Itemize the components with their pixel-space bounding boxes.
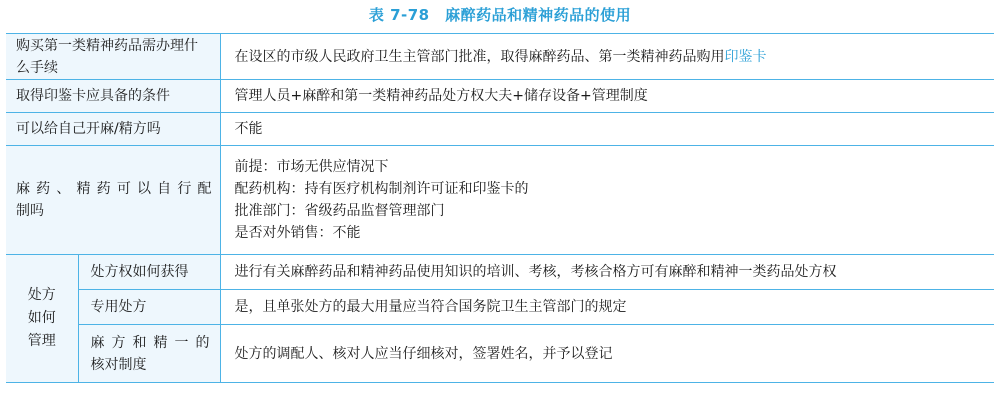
table-row bbox=[6, 255, 994, 290]
table-row bbox=[6, 325, 994, 383]
table-row bbox=[6, 113, 994, 146]
answer-cell: 处方的调配人、核对人应当仔细核对，签署姓名，并予以登记 bbox=[220, 325, 994, 383]
answer-line: 批准部门：省级药品监督管理部门 bbox=[234, 203, 445, 219]
question-cell: 可以给自己开麻/精方吗 bbox=[6, 113, 220, 146]
sub-question-cell: 专用处方 bbox=[78, 290, 220, 325]
question-cell: 购买第一类精神药品需办理什么手续 bbox=[6, 34, 220, 80]
question-cell bbox=[6, 146, 220, 255]
table-row bbox=[6, 290, 994, 325]
answer-line: 前提：市场无供应情况下 bbox=[234, 159, 389, 175]
table-row bbox=[6, 146, 994, 255]
question-line: 麻方和精一的 bbox=[90, 334, 210, 351]
answer-text: 在设区的市级人民政府卫生主管部门批准，取得麻醉药品、第一类精神药品购用 bbox=[234, 48, 725, 65]
group-label-line: 管理 bbox=[27, 333, 56, 349]
drug-usage-table bbox=[6, 33, 994, 383]
table-row bbox=[6, 80, 994, 113]
question-line: 核对制度 bbox=[90, 356, 147, 373]
answer-cell: 管理人员+麻醉和第一类精神药品处方权大夫+储存设备+管理制度 bbox=[220, 80, 994, 113]
table-row bbox=[6, 34, 994, 80]
group-label-line: 如何 bbox=[27, 310, 56, 326]
group-label-cell bbox=[6, 255, 78, 383]
sub-question-cell bbox=[78, 325, 220, 383]
question-cell: 取得印鉴卡应具备的条件 bbox=[6, 80, 220, 113]
answer-cell: 是，且单张处方的最大用量应当符合国务院卫生主管部门的规定 bbox=[220, 290, 994, 325]
answer-cell: 进行有关麻醉药品和精神药品使用知识的培训、考核，考核合格方可有麻醉和精神一类药品处方权 bbox=[220, 255, 994, 290]
answer-line: 配药机构：持有医疗机构制剂许可证和印鉴卡的 bbox=[234, 181, 529, 197]
highlight-term: 印鉴卡 bbox=[724, 48, 767, 65]
group-label-line: 处方 bbox=[27, 287, 56, 303]
question-line: 麻药、精药可以自行配 bbox=[16, 181, 212, 197]
answer-cell bbox=[220, 146, 994, 255]
sub-question-cell: 处方权如何获得 bbox=[78, 255, 220, 290]
answer-cell: 不能 bbox=[220, 113, 994, 146]
answer-cell bbox=[220, 34, 994, 80]
question-line: 制吗 bbox=[16, 203, 44, 219]
answer-line: 是否对外销售：不能 bbox=[234, 225, 361, 241]
table-title: 表 7-78 麻醉药品和精神药品的使用 bbox=[368, 6, 632, 24]
